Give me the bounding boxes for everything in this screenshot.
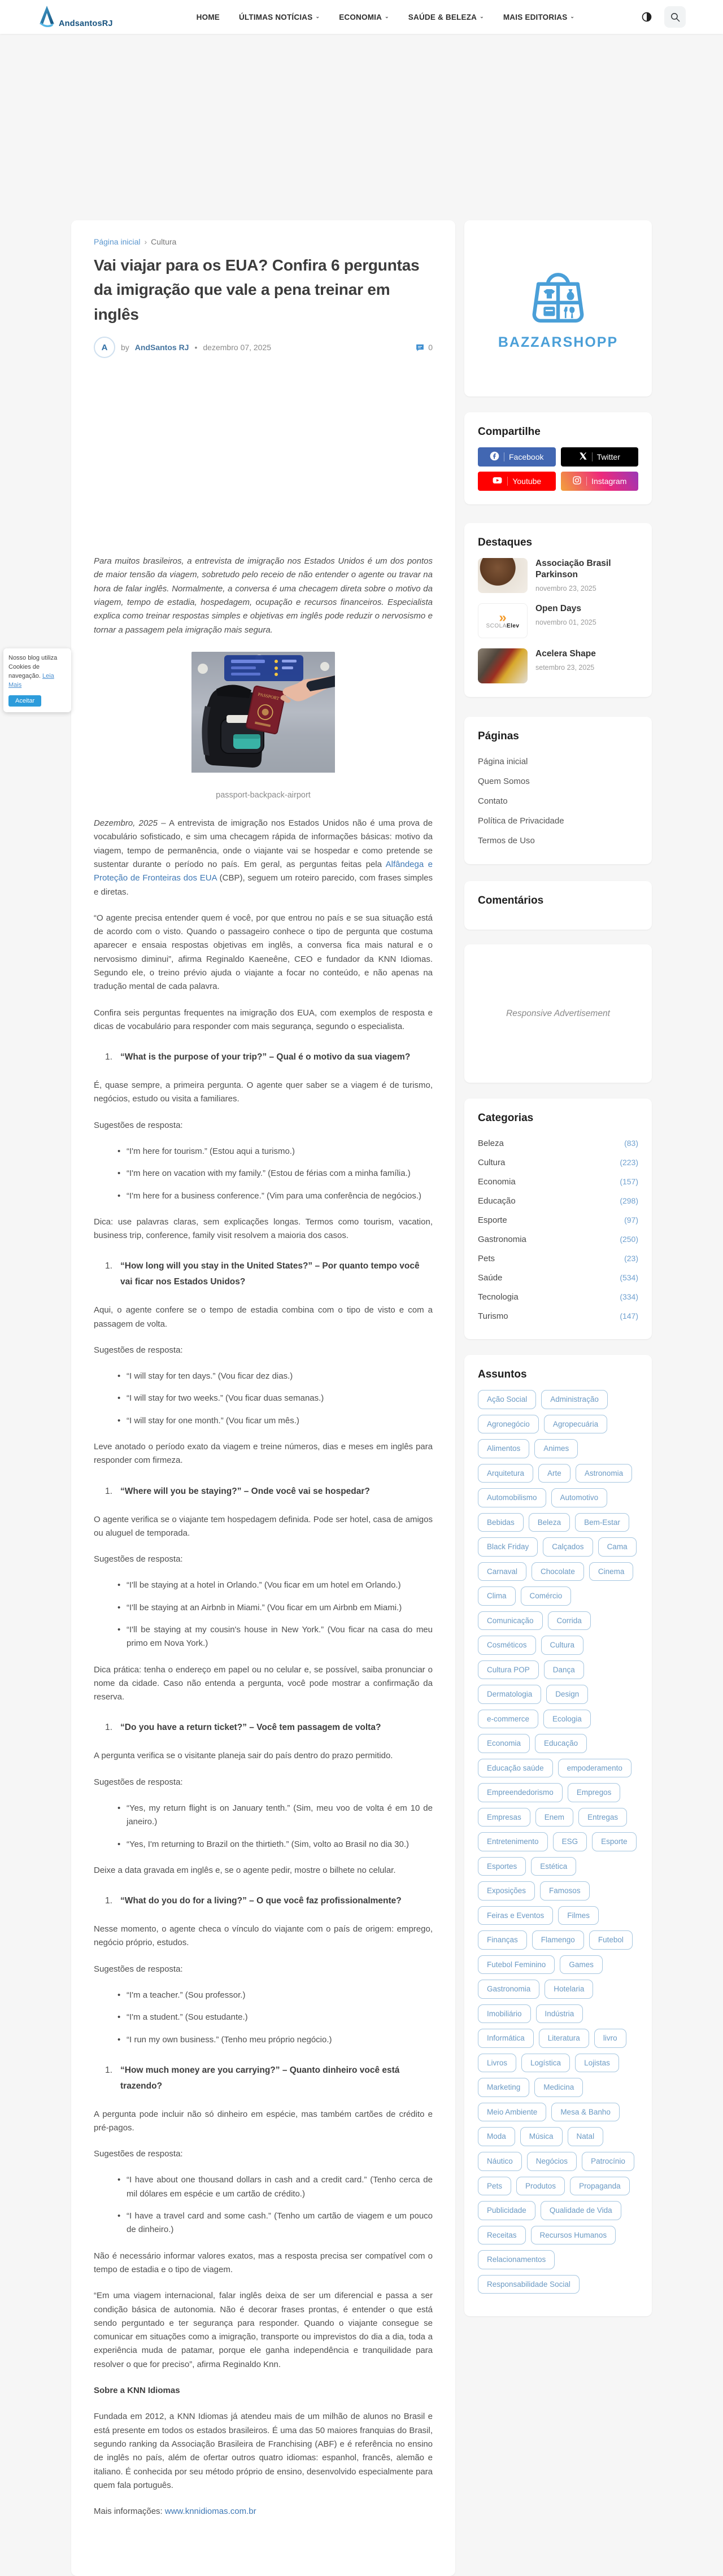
tag-pill[interactable]: Clima <box>478 1586 516 1606</box>
answer-item: • “I will stay for one month.” (Vou ficar um mês.) <box>127 1414 433 1428</box>
tag-pill[interactable]: Relacionamentos <box>478 2250 555 2269</box>
share-twitter-button[interactable] <box>561 447 639 467</box>
answer-list <box>94 2173 433 2237</box>
tag-pill[interactable]: Produtos <box>516 2177 565 2196</box>
tag-cloud <box>478 1390 638 2294</box>
tag-pill[interactable]: Chocolate <box>532 1562 584 1581</box>
article-paragraph: Aqui, o agente confere se o tempo de estadia combina com o tipo de visto e com a passagem de volta. <box>94 1305 433 1329</box>
tag-pill[interactable]: Publicidade <box>478 2201 535 2220</box>
comments-widget <box>464 881 652 930</box>
tag-pill[interactable]: Famosos <box>540 1881 590 1901</box>
cookie-accept-button[interactable]: Aceitar <box>8 695 41 707</box>
logo-text: AndsantosRJ <box>59 19 113 28</box>
category-count: (298) <box>620 1196 638 1205</box>
tag-pill[interactable]: ESG <box>553 1832 587 1851</box>
tag-pill[interactable]: Carnaval <box>478 1562 526 1581</box>
sidebar <box>464 220 652 2316</box>
answer-list <box>94 1802 433 1851</box>
search-button[interactable] <box>664 6 686 28</box>
tag-pill[interactable]: e-commerce <box>478 1710 538 1729</box>
tag-pill[interactable]: Empregos <box>568 1783 621 1802</box>
featured-text <box>535 558 638 593</box>
instagram-icon <box>572 476 582 485</box>
category-row[interactable] <box>478 1153 638 1172</box>
byline <box>94 337 433 358</box>
tag-pill[interactable]: Feiras e Eventos <box>478 1906 553 1925</box>
tag-pill[interactable]: Natal <box>568 2127 604 2146</box>
category-count: (147) <box>620 1311 638 1320</box>
post-date: dezembro 07, 2025 <box>203 343 272 352</box>
tag-pill[interactable]: Propaganda <box>570 2177 630 2196</box>
nav-item-sa-de-beleza[interactable]: SAÚDE & BELEZA ⌄ <box>408 12 484 21</box>
nav-item-economia[interactable]: ECONOMIA ⌄ <box>339 12 389 21</box>
tag-pill[interactable]: Futebol <box>589 1930 633 1950</box>
svg-text:PASSPORT: PASSPORT <box>257 691 280 701</box>
tag-pill[interactable]: Educação saúde <box>478 1759 553 1778</box>
tag-pill[interactable]: Astronomia <box>576 1464 632 1483</box>
tag-pill[interactable]: Dança <box>544 1660 584 1680</box>
suggestions-label: Sugestões de resposta: <box>94 1120 183 1130</box>
category-name: Educação <box>478 1196 516 1206</box>
sidebar-page-link[interactable]: Página inicial <box>478 757 528 766</box>
featured-item-title: Associação Brasil Parkinson <box>535 559 611 580</box>
answer-item: • “I run my own business.” (Tenho meu próprio negócio.) <box>127 2033 433 2047</box>
tag-pill[interactable]: Pets <box>478 2177 511 2196</box>
tag-pill[interactable]: Logística <box>521 2054 570 2073</box>
tag-pill[interactable]: empoderamento <box>558 1759 631 1778</box>
tag-pill[interactable]: Alimentos <box>478 1439 529 1458</box>
answer-item: • “I'm a student.” (Sou estudante.) <box>127 2011 433 2024</box>
byline-by: by <box>121 343 129 352</box>
tag-pill[interactable]: Animes <box>534 1439 578 1458</box>
tag-pill[interactable]: Imobiliário <box>478 2004 531 2024</box>
tag-pill[interactable]: Esporte <box>592 1832 637 1851</box>
category-count: (334) <box>620 1292 638 1301</box>
italic-text: Dezembro, 2025 <box>94 818 158 829</box>
tag-pill[interactable]: Cinema <box>589 1562 634 1581</box>
main-nav <box>197 13 575 21</box>
tag-pill[interactable]: Corrida <box>548 1611 591 1631</box>
tag-pill[interactable]: Negócios <box>527 2152 577 2171</box>
cookie-banner <box>3 648 71 712</box>
sidebar-page-link[interactable]: Termos de Uso <box>478 836 535 845</box>
tag-pill[interactable]: Mesa & Banho <box>551 2103 620 2122</box>
answer-item: • “Yes, my return flight is on January tenth.” (Sim, meu voo de volta é em 10 de janeiro.) <box>127 1802 433 1829</box>
nav-item--ltimas-not-cias[interactable]: ÚLTIMAS NOTÍCIAS ⌄ <box>238 12 320 21</box>
site-logo[interactable] <box>37 5 113 30</box>
share-facebook-button[interactable] <box>478 447 556 467</box>
tag-pill[interactable]: Qualidade de Vida <box>541 2201 621 2220</box>
article-body <box>94 555 433 2518</box>
tag-pill[interactable]: Lojistas <box>575 2054 619 2073</box>
article-heading <box>94 2063 433 2094</box>
category-count: (223) <box>620 1158 638 1167</box>
featured-item-date: novembro 01, 2025 <box>535 618 596 627</box>
tag-pill[interactable]: Arte <box>538 1464 570 1483</box>
comments-title: Comentários <box>478 895 544 906</box>
author-avatar[interactable]: A <box>94 337 115 358</box>
article-paragraph: Para muitos brasileiros, a entrevista de imigração nos Estados Unidos é um dos pontos de maior tensão da viagem, sobretudo pelo receio de não entender o agente ou travar na hora de falar inglês. Normalmente, a conversa é uma checagem direta sobre o motivo da viagem, tempo de estadia, hospedagem, ocupação e recursos financeiros. Especialista explica como treinar respostas simples e objetivas em inglês pode reduzir o nervosismo e tornar a passagem pela imigração mais segura. <box>94 556 433 635</box>
categories-title: Categorias <box>478 1112 534 1124</box>
category-row[interactable] <box>478 1306 638 1326</box>
article-paragraph: Confira seis perguntas frequentes na imigração dos EUA, com exemplos de resposta e dicas de vocabulário para responder com mais segurança, segundo o especialista. <box>94 1008 433 1031</box>
suggestions-label: Sugestões de resposta: <box>94 1777 183 1787</box>
topics-title: Assuntos <box>478 1368 527 1380</box>
suggestions-label: Sugestões de resposta: <box>94 2149 183 2159</box>
article-heading <box>94 1258 433 1290</box>
divider <box>507 477 508 486</box>
featured-item-date: novembro 23, 2025 <box>535 585 596 593</box>
tag-pill[interactable]: Agronegócio <box>478 1415 539 1434</box>
category-row[interactable] <box>478 1287 638 1306</box>
breadcrumb <box>94 237 433 246</box>
nav-item-home[interactable]: HOME <box>196 12 220 21</box>
featured-item[interactable] <box>478 648 638 683</box>
tag-pill[interactable]: Patrocínio <box>582 2152 634 2171</box>
shopping-bag-icon <box>527 266 589 328</box>
breadcrumb-category: Cultura <box>151 237 177 246</box>
tag-pill[interactable]: Enem <box>535 1808 573 1827</box>
category-count: (83) <box>624 1139 638 1148</box>
youtube-icon <box>492 475 503 486</box>
x-twitter-icon <box>579 452 587 460</box>
share-youtube-button[interactable] <box>478 472 556 491</box>
tag-pill[interactable]: Filmes <box>558 1906 599 1925</box>
comment-count[interactable] <box>415 343 433 352</box>
tag-pill[interactable]: Comércio <box>521 1586 572 1606</box>
article-link[interactable]: www.knnidiomas.com.br <box>164 2507 256 2517</box>
article-paragraph: Deixe a data gravada em inglês e, se o agente pedir, mostre o bilhete no celular. <box>94 1865 396 1875</box>
categories-widget <box>464 1099 652 1339</box>
instagram-icon <box>572 476 582 487</box>
featured-title: Destaques <box>478 537 533 548</box>
article-card <box>71 220 455 2576</box>
author-link[interactable]: AndSantos RJ <box>134 343 189 352</box>
sidebar-ad-placeholder <box>464 944 652 1083</box>
answer-list <box>94 1579 433 1650</box>
facebook-icon <box>490 451 499 463</box>
featured-item[interactable] <box>478 603 638 638</box>
heading-number: 1. <box>105 1896 112 1906</box>
article-heading <box>94 1484 433 1500</box>
tag-pill[interactable]: Cultura POP <box>478 1660 539 1680</box>
category-name: Turismo <box>478 1311 508 1321</box>
search-icon <box>670 12 681 23</box>
answer-item: • “I have a travel card and some cash.” (Tenho um cartão de viagem e um pouco de dinheiro.) <box>127 2209 433 2237</box>
cookie-learn-more-link[interactable]: Leia Mais <box>8 672 54 688</box>
categories-list <box>478 1134 638 1326</box>
article-paragraph: O agente verifica se o viajante tem hospedagem definida. Pode ser hotel, casa de amigos ou aluguel de temporada. <box>94 1514 433 1538</box>
sidebar-page-link[interactable]: Quem Somos <box>478 777 530 786</box>
share-button-label: Youtube <box>512 477 542 486</box>
tag-pill[interactable]: Beleza <box>529 1513 570 1532</box>
article-paragraph: “Em uma viagem internacional, falar inglês deixa de ser um diferencial e passa a ser condição básica de autonomia. Não é decorar frases prontas, é entender o que está sendo perguntado e ter segurança para responder. Quando o viajante consegue se comunicar em situações como a imigração, transporte ou imprevistos do dia a dia, toda a experiência muda de patamar, porque ele ganha independência e tranquilidade para resolver o que for preciso”, afirma Reginaldo Knn. <box>94 2291 433 2369</box>
tag-pill[interactable]: Ação Social <box>478 1390 536 1409</box>
category-row[interactable] <box>478 1210 638 1230</box>
answer-item: • “I'll be staying at my cousin's house in New York.” (Vou ficar na casa do meu primo em Nova York.) <box>127 1623 433 1651</box>
share-button-label: Instagram <box>591 477 627 486</box>
article-paragraph: “O agente precisa entender quem é você, por que entrou no país e se sua situação está de acordo com o visto. Quando o passageiro conhece o tipo de pergunta que costuma aparecer e ensaia respostas objetivas em inglês, a conversa fica mais natural e o nervosismo diminui”, afirma Reginaldo Kaeneêne, CEO e fundador da KNN Idiomas. Segundo ele, o treino prévio ajuda o viajante a focar no conteúdo, e não apenas na tradução mental de cada palavra. <box>94 913 433 992</box>
heading-text: “How long will you stay in the United States?” – Por quanto tempo você vai ficar nos Estados Unidos? <box>120 1261 420 1287</box>
logo-a-icon <box>37 5 56 30</box>
answer-item: • “I'll be staying at an Airbnb in Miami.” (Vou ficar em um Airbnb em Miami.) <box>127 1601 433 1615</box>
heading-text: “What is the purpose of your trip?” – Qual é o motivo da sua viagem? <box>120 1052 411 1062</box>
category-row[interactable] <box>478 1268 638 1287</box>
tag-pill[interactable]: Dermatologia <box>478 1685 541 1704</box>
tag-pill[interactable]: Marketing <box>478 2078 529 2097</box>
tag-pill[interactable]: Arquitetura <box>478 1464 533 1483</box>
tag-pill[interactable]: Entregas <box>578 1808 627 1827</box>
pages-list <box>478 752 638 851</box>
featured-thumbnail: » SCOLAElev <box>478 603 528 638</box>
tag-pill[interactable]: Automobilismo <box>478 1488 546 1507</box>
share-button-label: Facebook <box>509 452 544 461</box>
comment-bubble-icon <box>415 343 425 352</box>
youtube-icon <box>492 475 503 487</box>
chevron-down-icon: ⌄ <box>315 13 320 19</box>
tag-pill[interactable]: Cultura <box>541 1636 584 1655</box>
answer-item: • “I'm here for tourism.” (Estou aqui a turismo.) <box>127 1145 433 1158</box>
category-count: (534) <box>620 1273 638 1282</box>
divider <box>586 477 587 486</box>
answer-item: • “I will stay for two weeks.” (Vou ficar duas semanas.) <box>127 1392 433 1405</box>
tag-pill[interactable]: livro <box>594 2029 626 2048</box>
category-name: Pets <box>478 1253 495 1263</box>
category-row[interactable] <box>478 1134 638 1153</box>
article-paragraph: A pergunta pode incluir não só dinheiro em espécie, mas também cartões de crédito e pré-pagos. <box>94 2109 433 2133</box>
tag-pill[interactable]: Gastronomia <box>478 1980 539 1999</box>
tag-pill[interactable]: Economia <box>478 1734 530 1753</box>
chevron-down-icon: ⌄ <box>385 13 389 19</box>
answer-item: • “I'll be staying at a hotel in Orlando.” (Vou ficar em um hotel em Orlando.) <box>127 1579 433 1592</box>
category-name: Cultura <box>478 1157 506 1167</box>
tag-pill[interactable]: Entretenimento <box>478 1832 548 1851</box>
sidebar-ad-bazzarshopp[interactable] <box>464 220 652 396</box>
passport-backpack-photo <box>191 652 335 777</box>
byline-separator: • <box>194 343 198 352</box>
category-row[interactable] <box>478 1172 638 1191</box>
article-figure <box>94 652 433 802</box>
category-name: Gastronomia <box>478 1234 526 1244</box>
tag-pill[interactable]: Ecologia <box>543 1710 591 1729</box>
category-name: Saúde <box>478 1272 503 1283</box>
article-paragraph: Mais informações: www.knnidiomas.com.br <box>94 2507 256 2517</box>
featured-text <box>535 603 596 638</box>
tag-pill[interactable]: Games <box>560 1955 603 1975</box>
featured-text <box>535 648 596 683</box>
tag-pill[interactable]: Administração <box>541 1390 608 1409</box>
tag-pill[interactable]: Informática <box>478 2029 534 2048</box>
tag-pill[interactable]: Esportes <box>478 1857 526 1876</box>
category-count: (157) <box>620 1177 638 1186</box>
tag-pill[interactable]: Responsabilidade Social <box>478 2275 580 2294</box>
chevron-down-icon: ⌄ <box>570 13 575 19</box>
answer-item: • “I will stay for ten days.” (Vou ficar dez dias.) <box>127 1370 433 1383</box>
sidebar-page-link[interactable]: Contato <box>478 796 508 806</box>
featured-thumbnail <box>478 648 528 683</box>
tag-pill[interactable]: Finanças <box>478 1930 527 1950</box>
heading-number: 1. <box>105 2065 112 2075</box>
tag-pill[interactable]: Cosméticos <box>478 1636 536 1655</box>
facebook-icon <box>490 451 499 461</box>
article-heading <box>94 1893 433 1909</box>
tag-pill[interactable]: Recursos Humanos <box>531 2226 616 2245</box>
tag-pill[interactable]: Empreendedorismo <box>478 1783 563 1802</box>
tag-pill[interactable]: Bem-Estar <box>575 1513 629 1532</box>
heading-text: “What do you do for a living?” – O que você faz profissionalmente? <box>120 1896 402 1906</box>
tag-pill[interactable]: Agropecuária <box>544 1415 607 1434</box>
answer-list <box>94 1145 433 1203</box>
category-name: Economia <box>478 1176 516 1187</box>
contrast-icon <box>641 11 652 23</box>
topics-widget <box>464 1355 652 2316</box>
tag-pill[interactable]: Automotivo <box>551 1488 608 1507</box>
twitter-icon <box>579 452 587 462</box>
tag-pill[interactable]: Calçados <box>543 1537 593 1557</box>
answer-list <box>94 1370 433 1428</box>
featured-thumbnail <box>478 558 528 593</box>
tag-pill[interactable]: Futebol Feminino <box>478 1955 555 1975</box>
suggestions-label: Sugestões de resposta: <box>94 1554 183 1564</box>
answer-list <box>94 1989 433 2047</box>
heading-number: 1. <box>105 1052 112 1062</box>
tag-pill[interactable]: Receitas <box>478 2226 526 2245</box>
category-row[interactable] <box>478 1191 638 1210</box>
featured-item-title: Acelera Shape <box>535 649 596 659</box>
category-row[interactable] <box>478 1249 638 1268</box>
article-heading <box>94 1049 433 1065</box>
article-heading <box>94 1720 433 1736</box>
nav-item-mais-editorias[interactable]: MAIS EDITORIAS ⌄ <box>503 12 575 21</box>
heading-number: 1. <box>105 1723 112 1733</box>
answer-item: • “I have about one thousand dollars in cash and a credit card.” (Tenho cerca de mil dólares em espécie e um cartão de crédito.) <box>127 2173 433 2201</box>
suggestions-label: Sugestões de resposta: <box>94 1964 183 1974</box>
tag-pill[interactable]: Medicina <box>534 2078 583 2097</box>
tag-pill[interactable]: Educação <box>535 1734 587 1753</box>
tag-pill[interactable]: Exposições <box>478 1881 535 1901</box>
tag-pill[interactable]: Moda <box>478 2127 515 2146</box>
article-link[interactable]: Alfândega e Proteção de Fronteiras dos EUA <box>94 859 433 883</box>
share-instagram-button[interactable] <box>561 472 639 491</box>
heading-text: “How much money are you carrying?” – Quanto dinheiro você está trazendo? <box>120 2065 400 2091</box>
tag-pill[interactable]: Hotelaria <box>545 1980 593 1999</box>
category-name: Esporte <box>478 1215 507 1225</box>
comment-count-value: 0 <box>428 343 433 352</box>
dark-mode-toggle[interactable] <box>636 6 657 28</box>
page-title: Vai viajar para os EUA? Confira 6 perguntas da imigração que vale a pena treinar em inglês <box>94 256 420 323</box>
sidebar-page-link[interactable]: Política de Privacidade <box>478 816 564 826</box>
breadcrumb-separator: › <box>144 237 147 246</box>
article-paragraph: Leve anotado o período exato da viagem e treine números, dias e meses em inglês para responder com firmeza. <box>94 1442 433 1466</box>
tag-pill[interactable]: Flamengo <box>532 1930 584 1950</box>
tag-pill[interactable]: Empresas <box>478 1808 530 1827</box>
suggestions-label: Sugestões de resposta: <box>94 1345 183 1355</box>
featured-item[interactable] <box>478 558 638 593</box>
share-title: Compartilhe <box>478 426 541 438</box>
tag-pill[interactable]: Bebidas <box>478 1513 524 1532</box>
article-paragraph: Dica prática: tenha o endereço em papel ou no celular e, se possível, saiba pronunciar o nome da cidade. Caso não entenda a pergunta, você pode mostrar a confirmação da reserva. <box>94 1664 433 1702</box>
tag-pill[interactable]: Meio Ambiente <box>478 2103 546 2122</box>
empty-ad-slot <box>94 358 433 555</box>
answer-item: • “Yes, I'm returning to Brazil on the thirtieth.” (Sim, volto ao Brasil no dia 30.) <box>127 1838 433 1851</box>
tag-pill[interactable]: Música <box>520 2127 563 2146</box>
heading-number: 1. <box>105 1486 112 1496</box>
chevron-down-icon: ⌄ <box>480 13 484 19</box>
heading-text: “Where will you be staying?” – Onde você vai se hospedar? <box>120 1486 370 1496</box>
share-button-label: Twitter <box>596 452 620 461</box>
ad-brand-text: BAZZARSHOPP <box>498 334 619 350</box>
figure-caption: passport-backpack-airport <box>216 790 311 800</box>
tag-pill[interactable]: Black Friday <box>478 1537 538 1557</box>
featured-widget <box>464 523 652 697</box>
tag-pill[interactable]: Comunicação <box>478 1611 543 1631</box>
article-paragraph: É, quase sempre, a primeira pergunta. O agente quer saber se a viagem é de turismo, negócios, estudo ou visita a familiares. <box>94 1080 433 1104</box>
featured-item-date: setembro 23, 2025 <box>535 664 595 672</box>
divider <box>592 452 593 461</box>
tag-pill[interactable]: Literatura <box>539 2029 589 2048</box>
heading-number: 1. <box>105 1261 112 1271</box>
tag-pill[interactable]: Indústria <box>536 2004 583 2024</box>
featured-item-title: Open Days <box>535 604 581 613</box>
category-row[interactable] <box>478 1230 638 1249</box>
article-paragraph: Nesse momento, o agente checa o vínculo do viajante com o país de origem: emprego, negócio próprio, estudos. <box>94 1924 433 1948</box>
heading-text: “Do you have a return ticket?” – Você tem passagem de volta? <box>120 1723 381 1733</box>
top-navbar <box>0 0 723 34</box>
answer-item: • “I'm here for a business conference.” (Vim para uma conferência de negócios.) <box>127 1189 433 1203</box>
share-buttons <box>478 447 638 491</box>
category-count: (23) <box>624 1254 638 1263</box>
category-name: Beleza <box>478 1138 504 1148</box>
category-name: Tecnologia <box>478 1292 519 1302</box>
featured-list <box>478 558 638 683</box>
answer-item: • “I'm a teacher.” (Sou professor.) <box>127 1989 433 2002</box>
cookie-text: Nosso blog utiliza Cookies de navegação. Leia Mais <box>8 655 58 688</box>
tag-pill[interactable]: Cama <box>598 1537 637 1557</box>
ad-placeholder-text: Responsive Advertisement <box>506 1008 610 1018</box>
pages-title: Páginas <box>478 730 519 742</box>
article-paragraph: Dica: use palavras claras, sem explicações longas. Termos como tourism, vacation, business trip, conference, family visit resolvem a maioria dos casos. <box>94 1217 433 1241</box>
share-widget <box>464 412 652 504</box>
category-count: (97) <box>624 1215 638 1224</box>
tag-pill[interactable]: Livros <box>478 2054 516 2073</box>
category-count: (250) <box>620 1235 638 1244</box>
article-paragraph: Não é necessário informar valores exatos, mas a resposta precisa ser compatível com o tempo de estadia e o tipo de viagem. <box>94 2251 433 2274</box>
article-paragraph: A pergunta verifica se o visitante planeja sair do país dentro do prazo permitido. <box>94 1751 393 1761</box>
tag-pill[interactable]: Design <box>546 1685 588 1704</box>
tag-pill[interactable]: Náutico <box>478 2152 522 2171</box>
article-paragraph: Sobre a KNN Idiomas <box>94 2386 180 2396</box>
answer-item: • “I'm here on vacation with my family.” (Estou de férias com a minha família.) <box>127 1167 433 1180</box>
tag-pill[interactable]: Estética <box>531 1857 576 1876</box>
pages-widget <box>464 717 652 864</box>
article-paragraph: Dezembro, 2025 – A entrevista de imigração nos Estados Unidos não é uma prova de vocabulário sofisticado, e sim uma checagem rápida de informações básicas: motivo da viagem, tempo de permanência, onde o viajante vai se hospedar e como pretende se sustentar durante o período no país. Em geral, as perguntas feitas pela Alfândega e Proteção de Fronteiras dos EUA (CBP), seguem um roteiro parecido, com frases simples e diretas. <box>94 818 433 897</box>
article-paragraph: Fundada em 2012, a KNN Idiomas já atendeu mais de um milhão de alunos no Brasil e está presente em todos os estados brasileiros. É uma das 50 maiores franquias do Brasil, segundo ranking da Associação Brasileira de Franchising (ABF) e é referência no ensino de inglês no país, além de ofertar outros quatro idiomas: espanhol, francês, alemão e italiano. É conhecida por seu método próprio de ensino, desenvolvido especialmente para quem fala português. <box>94 2412 433 2490</box>
breadcrumb-home-link[interactable]: Página inicial <box>94 237 141 246</box>
